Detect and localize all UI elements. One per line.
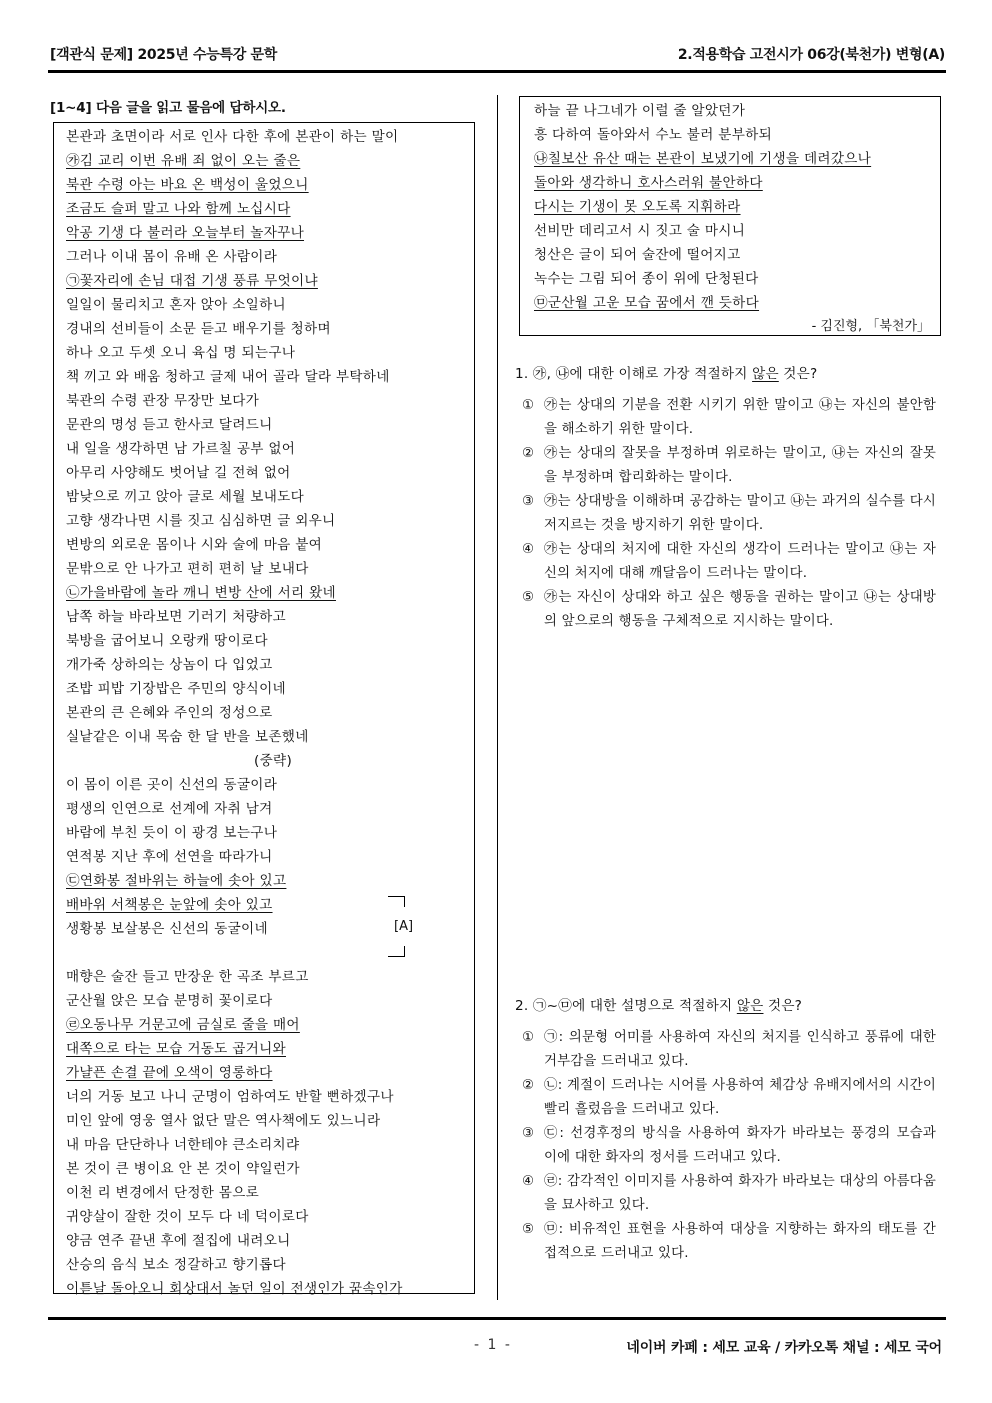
answer-option[interactable]	[522, 394, 936, 442]
poem-line: 북관의 수령 관장 무장만 보다가	[66, 393, 260, 409]
option-number: ④	[522, 1174, 535, 1189]
header-left: [객관식 문제] 2025년 수능특강 문학	[50, 47, 277, 63]
option-text: ㉮는 상대방을 이해하며 공감하는 말이고 ㉯는 과거의 실수를 다시 저지르는 것을 방지하기 위한 말이다.	[544, 494, 936, 533]
footer-right: 네이버 카페 : 세모 교육 / 카카오톡 채널 : 세모 국어	[626, 1340, 942, 1356]
poem-line: 하늘 끝 나그네가 이럴 줄 알았던가	[534, 103, 746, 119]
option-number: ⑤	[522, 590, 535, 605]
answer-option[interactable]	[522, 490, 936, 538]
poem-line: 문밖으로 안 나가고 편히 편히 날 보내다	[66, 561, 309, 577]
poem-line: 경내의 선비들이 소문 듣고 배우기를 청하며	[66, 321, 331, 337]
poem-box-left	[53, 122, 475, 1297]
poem-line: ㉯칠보산 유산 때는 본관이 보냈기에 기생을 데려갔으나	[534, 151, 872, 167]
option-text: ㉤: 비유적인 표현을 사용하여 대상을 지향하는 화자의 태도를 간접적으로 드러내고 있다.	[544, 1222, 936, 1261]
question-stem	[515, 362, 817, 382]
question-stem-emphasis: 않은	[752, 366, 779, 382]
answer-option[interactable]	[522, 1026, 936, 1074]
poem-line: 본 것이 큰 병이요 안 본 것이 약일런가	[66, 1161, 300, 1177]
poem-author: - 김진형, 「북천가」	[811, 319, 930, 334]
option-number: ②	[522, 446, 535, 461]
poem-line: 악공 기생 다 불러라 오늘부터 놀자꾸나	[66, 225, 305, 241]
poem-line: 미인 앞에 영웅 열사 없단 말은 역사책에도 있느니라	[66, 1113, 381, 1129]
poem-line: 남쪽 하늘 바라보면 기러기 처량하고	[66, 609, 286, 625]
poem-line: 일일이 물리치고 혼자 앉아 소일하니	[66, 297, 286, 313]
poem-line: 군산월 앉은 모습 분명히 꽃이로다	[66, 993, 273, 1009]
poem-line: ㉣오동나무 거문고에 금실로 줄을 매어	[66, 1017, 300, 1033]
poem-line: (중략)	[254, 753, 293, 769]
answer-option[interactable]	[522, 1122, 936, 1170]
poem-line: 하나 오고 두셋 오니 육십 명 되는구나	[66, 345, 296, 361]
poem-line: 개가죽 상하의는 상놈이 다 입었고	[66, 657, 273, 673]
poem-line: 흥 다하여 돌아와서 수노 불러 분부하되	[534, 127, 773, 143]
option-number: ④	[522, 542, 535, 557]
option-number: ①	[522, 398, 535, 413]
poem-line: 청산은 글이 되어 술잔에 떨어지고	[534, 247, 741, 263]
poem-line: ㉮김 교리 이번 유배 죄 없이 오는 줄은	[66, 153, 301, 169]
question-stem	[515, 994, 802, 1014]
poem-line: 대쪽으로 타는 모습 거동도 곱거니와	[66, 1041, 286, 1057]
option-text: ㉣: 감각적인 이미지를 사용하여 화자가 바라보는 대상의 아름다움을 묘사하고 있다.	[544, 1174, 936, 1213]
question-stem-text: 2. ㉠~㉤에 대한 설명으로 적절하지	[515, 998, 737, 1014]
poem-line: 본관의 큰 은혜와 주인의 정성으로	[66, 705, 273, 721]
poem-line: 평생의 인연으로 선계에 자취 남겨	[66, 801, 273, 817]
poem-line: 아무리 사양해도 벗어날 길 전혀 없어	[66, 465, 291, 481]
answer-option[interactable]	[522, 1218, 936, 1266]
question-stem-text: 것은?	[763, 998, 803, 1014]
option-number: ②	[522, 1078, 535, 1093]
poem-line: 이천 리 변경에서 단정한 몸으로	[66, 1185, 260, 1201]
page-number: - 1 -	[474, 1337, 512, 1353]
option-number: ①	[522, 1030, 535, 1045]
poem-line: 북방을 굽어보니 오랑캐 땅이로다	[66, 633, 268, 649]
bracket-top	[388, 896, 405, 907]
poem-line: 문관의 명성 듣고 한사코 달려드니	[66, 417, 273, 433]
poem-line: 고향 생각나면 시를 짓고 심심하면 글 외우니	[66, 513, 336, 529]
footer-rule	[48, 1317, 946, 1320]
option-number: ③	[522, 494, 535, 509]
poem-line: 책 끼고 와 배움 청하고 글제 내어 골라 달라 부탁하네	[66, 369, 390, 385]
poem-line: 다시는 기생이 못 오도록 지휘하라	[534, 199, 741, 215]
poem-line: 배바위 서책봉은 눈앞에 솟아 있고	[66, 897, 273, 913]
option-text: ㉮는 상대의 처지에 대한 자신의 생각이 드러나는 말이고 ㉯는 자신의 처지에 대해 깨달음이 드러나는 말이다.	[544, 542, 936, 581]
instruction: [1~4] 다음 글을 읽고 물음에 답하시오.	[50, 100, 286, 116]
poem-line: 본관과 초면이라 서로 인사 다한 후에 본관이 하는 말이	[66, 129, 399, 145]
poem-line: 양금 연주 끝낸 후에 절집에 내려오니	[66, 1233, 291, 1249]
poem-line: 녹수는 그림 되어 종이 위에 단청된다	[534, 271, 759, 287]
poem-line: 내 일을 생각하면 남 가르칠 공부 없어	[66, 441, 296, 457]
column-divider	[497, 95, 498, 1300]
poem-line: 가냘픈 손결 끝에 오색이 영롱하다	[66, 1065, 273, 1081]
poem-line: 북관 수령 아는 바요 온 백성이 울었으니	[66, 177, 309, 193]
option-text: ㉮는 자신이 상대와 하고 싶은 행동을 권하는 말이고 ㉯는 상대방의 앞으로의 행동을 구체적으로 지시하는 말이다.	[544, 590, 936, 629]
poem-line: 밤낮으로 끼고 앉아 글로 세월 보내도다	[66, 489, 305, 505]
option-number: ⑤	[522, 1222, 535, 1237]
option-number: ③	[522, 1126, 535, 1141]
question-stem-text: 1. ㉮, ㉯에 대한 이해로 가장 적절하지	[515, 366, 753, 382]
bracket-label: [A]	[394, 919, 414, 934]
option-text: ㉠: 의문형 어미를 사용하여 자신의 처지를 인식하고 풍류에 대한 거부감을 드러내고 있다.	[544, 1030, 936, 1069]
question-stem-text: 것은?	[778, 366, 818, 382]
poem-line: ㉤군산월 고운 모습 꿈에서 깬 듯하다	[534, 295, 760, 311]
bracket-bottom	[388, 946, 405, 957]
poem-line: 이튿날 돌아오니 회상대서 놀던 일이 전생인가 꿈속인가	[66, 1281, 403, 1297]
answer-option[interactable]	[522, 538, 936, 586]
poem-line: 변방의 외로운 몸이나 시와 술에 마음 붙여	[66, 537, 323, 553]
question-stem-emphasis: 않은	[736, 998, 764, 1014]
poem-line: 선비만 데리고서 시 짓고 술 마시니	[534, 223, 746, 239]
poem-line: 이 몸이 이른 곳이 신선의 동굴이라	[66, 777, 278, 793]
header-right: 2.적용학습 고전시가 06강(북천가) 변형(A)	[677, 47, 945, 63]
poem-line: 실낱같은 이내 목숨 한 달 반을 보존했네	[66, 729, 309, 745]
poem-line: 바람에 부친 듯이 이 광경 보는구나	[66, 825, 278, 841]
option-text: ㉡: 계절이 드러나는 시어를 사용하여 체감상 유배지에서의 시간이 빨리 흘렀음을 드러내고 있다.	[544, 1078, 936, 1117]
poem-line: 매향은 술잔 들고 만장운 한 곡조 부르고	[66, 969, 309, 985]
poem-line: 조밥 피밥 기장밥은 주민의 양식이네	[66, 681, 286, 697]
poem-line: 귀양살이 잘한 것이 모두 다 네 덕이로다	[66, 1209, 309, 1225]
poem-line: 연적봉 지난 후에 선연을 따라가니	[66, 849, 273, 865]
poem-line: 너의 거동 보고 나니 군명이 엄하여도 반할 뻔하겠구나	[66, 1089, 394, 1105]
poem-box-right	[519, 96, 941, 336]
poem-line: 그러나 이내 몸이 유배 온 사람이라	[66, 249, 278, 265]
poem-line: 산승의 음식 보소 정갈하고 향기롭다	[66, 1257, 286, 1273]
poem-line: 조금도 슬퍼 말고 나와 함께 노십시다	[66, 201, 291, 217]
poem-line: ㉢연화봉 절바위는 하늘에 솟아 있고	[66, 873, 287, 889]
option-text: ㉮는 상대의 기분을 전환 시키기 위한 말이고 ㉯는 자신의 불안함을 해소하기 위한 말이다.	[544, 398, 936, 437]
poem-line: 내 마음 단단하나 너한테야 큰소리치랴	[66, 1137, 300, 1153]
answer-option[interactable]	[522, 1170, 936, 1218]
poem-line: 생황봉 보살봉은 신선의 동굴이네	[66, 921, 268, 937]
answer-option[interactable]	[522, 586, 936, 634]
answer-option[interactable]	[522, 1074, 936, 1122]
header-rule	[48, 70, 946, 73]
poem-line: ㉡가을바람에 놀라 깨니 변방 산에 서리 왔네	[66, 585, 336, 601]
option-text: ㉮는 상대의 잘못을 부정하며 위로하는 말이고, ㉯는 자신의 잘못을 부정하며 합리화하는 말이다.	[544, 446, 936, 485]
answer-option[interactable]	[522, 442, 936, 490]
poem-line: 돌아와 생각하니 호사스러워 불안하다	[534, 175, 763, 191]
poem-line: ㉠꽃자리에 손님 대접 기생 풍류 무엇이냐	[66, 273, 318, 289]
option-text: ㉢: 선경후정의 방식을 사용하여 화자가 바라보는 풍경의 모습과 이에 대한 화자의 정서를 드러내고 있다.	[544, 1126, 936, 1165]
